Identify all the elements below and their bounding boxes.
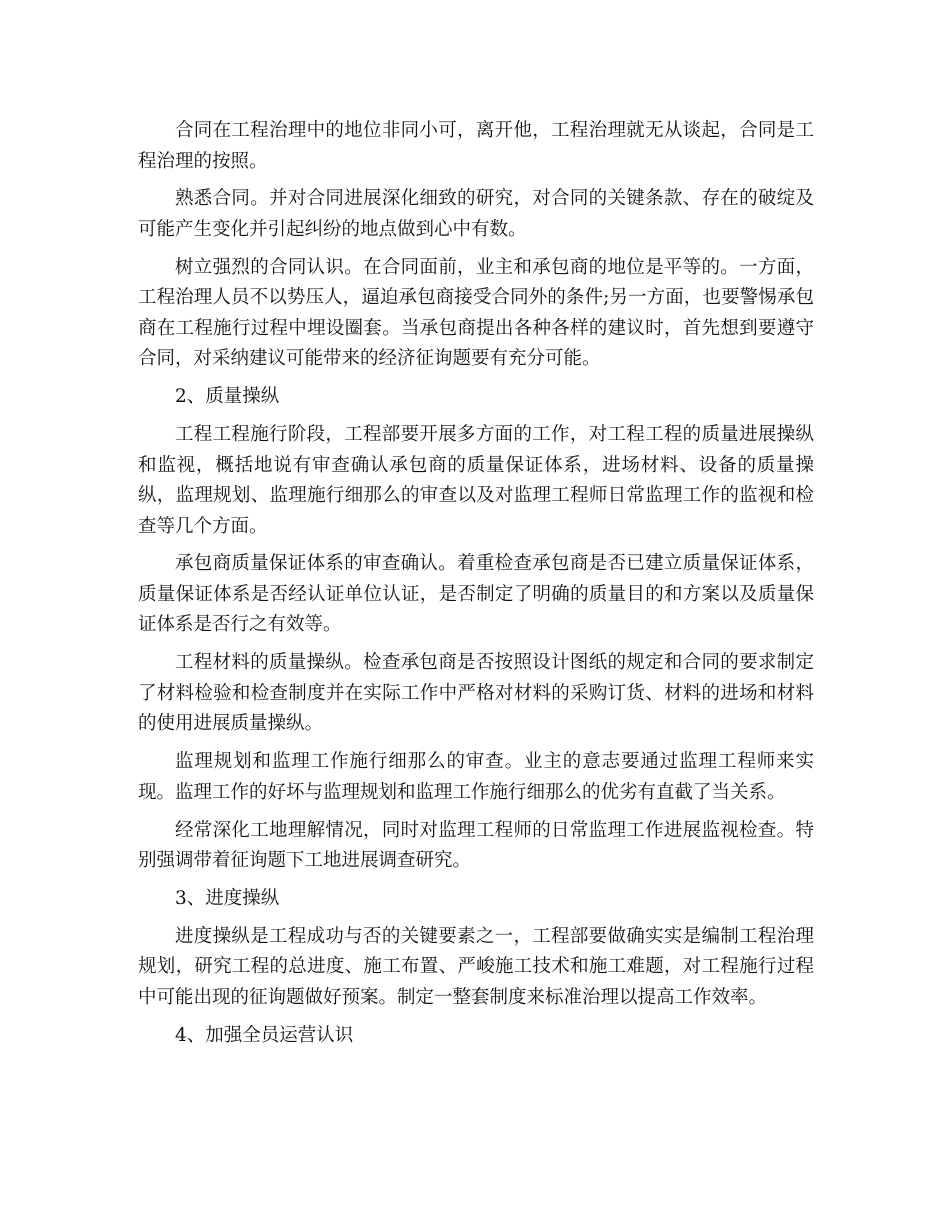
paragraph-know-contract: 熟悉合同。并对合同进展深化细致的研究，对合同的关键条款、存在的破绽及可能产生变化并引起纠纷的地点做到心中有数。 bbox=[138, 188, 814, 240]
document-body bbox=[138, 116, 814, 1059]
paragraph-site-inspection: 经常深化工地理解情况，同时对监理工程师的日常监理工作进展监视检查。特别强调带着征询题下工地进展调查研究。 bbox=[138, 819, 814, 872]
section-heading-quality: 2、质量操纵 bbox=[175, 386, 280, 408]
paragraph-contract-awareness: 树立强烈的合同认识。在合同面前，业主和承包商的地位是平等的。一方面，工程治理人员不以势压人，逼迫承包商接受合同外的条件;另一方面，也要警惕承包商在工程施行过程中埋设圈套。当承包商提出各种各样的建议时，首先想到要遵守合同，对采纳建议可能带来的经济征询题要有充分可能。 bbox=[138, 256, 814, 370]
section-heading-schedule: 3、进度操纵 bbox=[175, 888, 280, 910]
paragraph-supervision-plan: 监理规划和监理工作施行细那么的审查。业主的意志要通过监理工程师来实现。监理工作的好坏与监理规划和监理工作施行细那么的优劣有直截了当关系。 bbox=[138, 751, 814, 803]
paragraph-contract-status: 合同在工程治理中的地位非同小可，离开他，工程治理就无从谈起，合同是工程治理的按照。 bbox=[138, 120, 814, 172]
section-heading-operations: 4、加强全员运营认识 bbox=[175, 1024, 354, 1046]
paragraph-material-quality: 工程材料的质量操纵。检查承包商是否按照设计图纸的规定和合同的要求制定了材料检验和检查制度并在实际工作中严格对材料的采购订货、材料的进场和材料的使用进展质量操纵。 bbox=[138, 652, 814, 735]
paragraph-quality-system: 承包商质量保证体系的审查确认。着重检查承包商是否已建立质量保证体系，质量保证体系是否经认证单位认证，是否制定了明确的质量目的和方案以及质量保证体系是否行之有效等。 bbox=[138, 553, 814, 636]
paragraph-schedule-control: 进度操纵是工程成功与否的关键要素之一，工程部要做确实实是编制工程治理规划，研究工程的总进度、施工布置、严峻施工技术和施工难题，对工程施行过程中可能出现的征询题做好预案。制定一整套制度来标准治理以提高工作效率。 bbox=[138, 925, 814, 1008]
paragraph-quality-overview: 工程工程施行阶段，工程部要开展多方面的工作，对工程工程的质量进展操纵和监视，概括地说有审查确认承包商的质量保证体系，进场材料、设备的质量操纵，监理规划、监理施行细那么的审查以及对监理工程师日常监理工作的监视和检查等几个方面。 bbox=[138, 424, 814, 537]
